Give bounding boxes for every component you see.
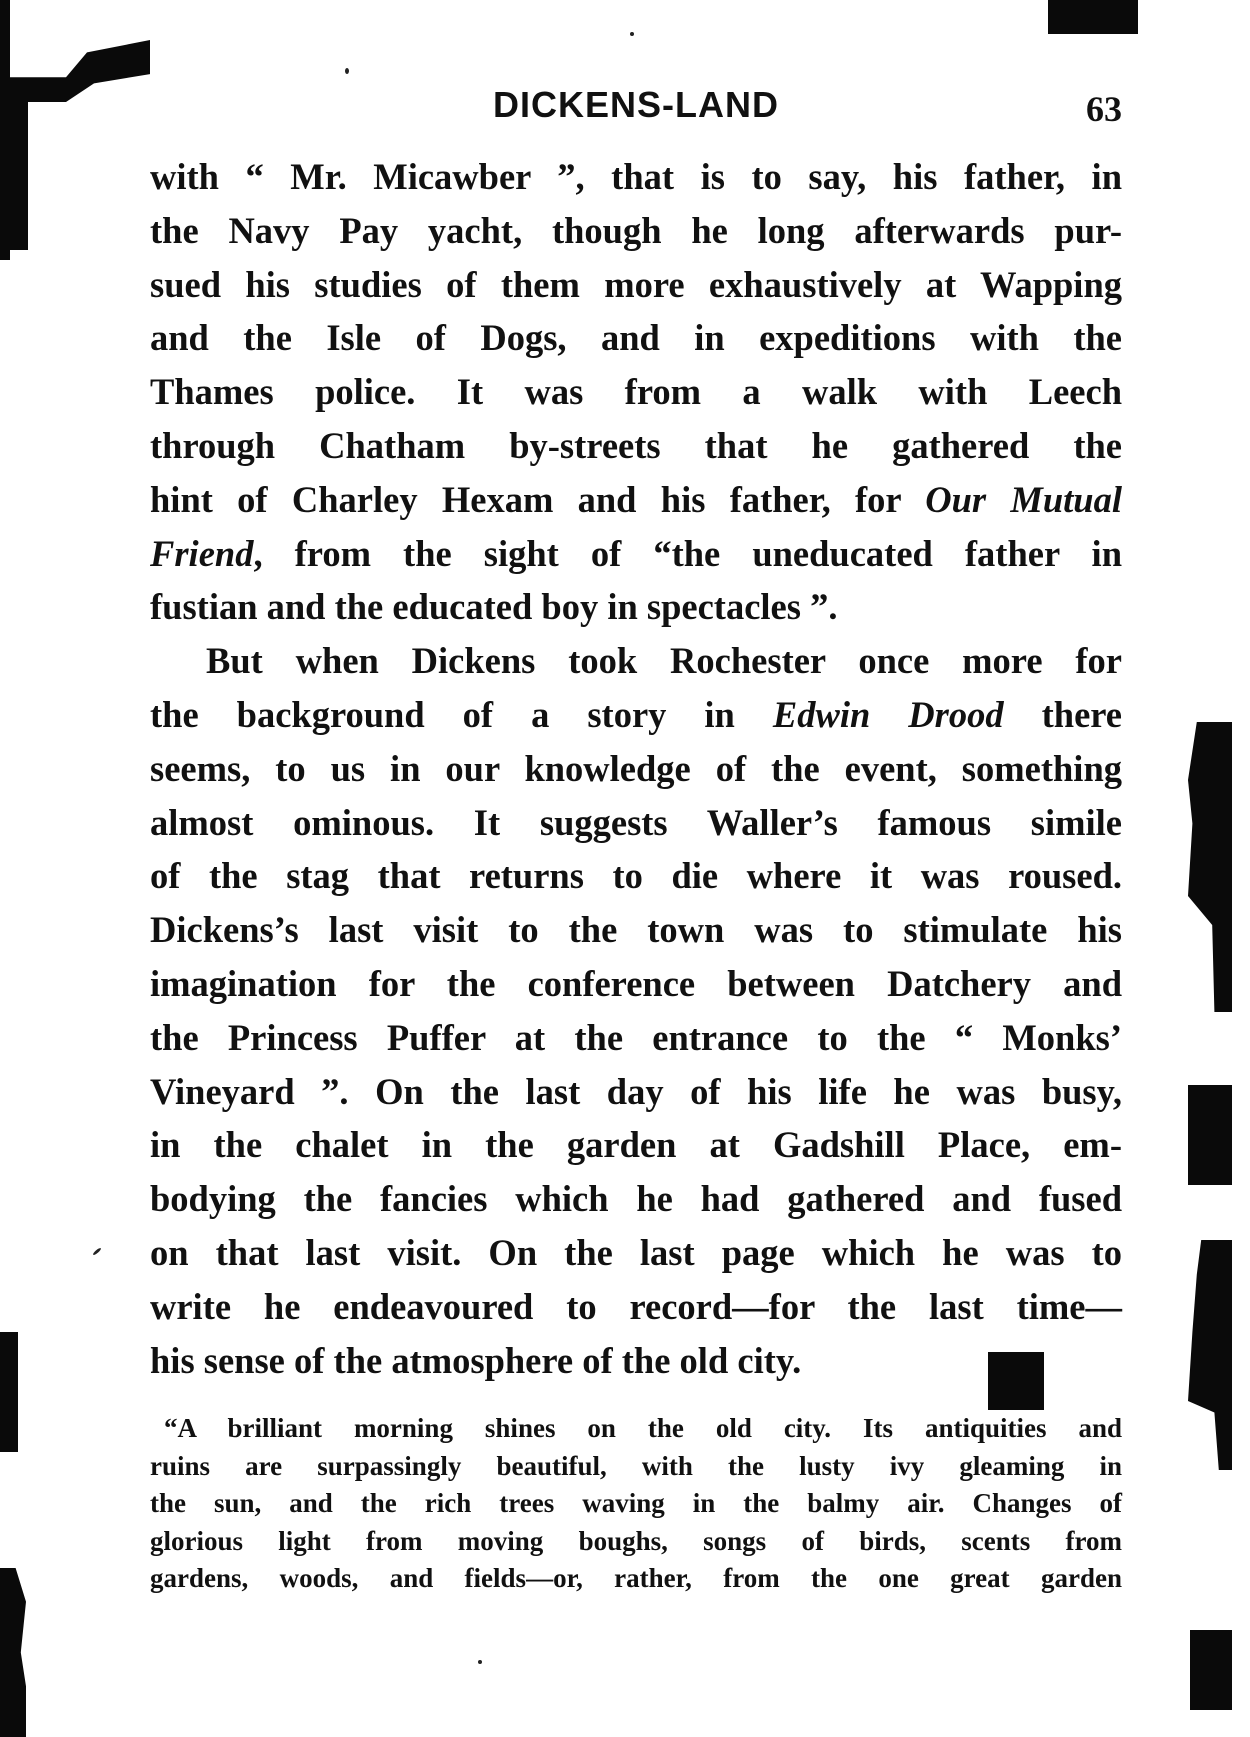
text-line: Vineyard ”. On the last day of his life he was busy, (150, 1070, 1122, 1112)
text-line: in the chalet in the garden at Gadshill Place, em- (150, 1124, 1122, 1166)
text-line: through Chatham by-streets that he gathered the (150, 424, 1122, 466)
scan-artifact-top-left (0, 0, 10, 260)
text-line: write he endeavoured to record—for the last time— (150, 1285, 1122, 1327)
text-line: sued his studies of them more exhaustively at Wapping (150, 263, 1122, 305)
scan-artifact-right-2 (1188, 1085, 1232, 1185)
scan-artifact-left-edge (10, 100, 28, 250)
body-text (150, 150, 1122, 1387)
text-line: of the stag that returns to die where it was roused. (150, 855, 1122, 897)
running-head (150, 84, 1122, 134)
text-line: seems, to us in our knowledge of the event, something (150, 747, 1122, 789)
text-line: imagination for the conference between Datchery and (150, 962, 1122, 1004)
scan-speck (630, 32, 634, 36)
text-run: , from the sight of “the uneducated father in (253, 532, 1122, 574)
quote-line: “A brilliant morning shines on the old city. Its antiquities and (164, 1413, 1122, 1443)
text-line: on that last visit. On the last page which he was to (150, 1231, 1122, 1273)
text-line: with “ Mr. Micawber ”, that is to say, his father, in (150, 156, 1122, 197)
scan-artifact-top-left-corner (10, 40, 150, 102)
text-run: the background of a story in (150, 693, 735, 735)
scan-speck (478, 1660, 482, 1664)
book-title-italic: Friend (150, 532, 254, 574)
text-line: the Princess Puffer at the entrance to the “ Monks’ (150, 1016, 1122, 1058)
book-title-italic: Our Mutual (925, 478, 1122, 520)
text-line: the Navy Pay yacht, though he long afterwards pur- (150, 209, 1122, 251)
book-title-italic: Edwin Drood (772, 693, 1004, 735)
quote-line: ruins are surpassingly beautiful, with the lusty ivy gleaming in (150, 1450, 1122, 1481)
text-line: fustian and the educated boy in spectacles ”. (150, 586, 838, 628)
text-line: Dickens’s last visit to the town was to stimulate his (150, 909, 1122, 951)
scan-artifact-left-1 (0, 1332, 18, 1452)
text-run: there (1041, 693, 1123, 735)
text-line: bodying the fancies which he had gathered and fused (150, 1178, 1122, 1220)
text-line (150, 688, 1122, 742)
text-line: and the Isle of Dogs, and in expeditions with the (150, 317, 1122, 359)
text-line: almost ominous. It suggests Waller’s famous simile (150, 801, 1122, 843)
text-line: Thames police. It was from a walk with Leech (150, 371, 1122, 413)
text-line: But when Dickens took Rochester once more for (206, 640, 1122, 682)
page-number: 63 (1086, 89, 1122, 129)
scan-artifact-right-4 (1190, 1630, 1232, 1710)
scan-speck (92, 1247, 102, 1256)
text-line (150, 473, 1122, 527)
scan-artifact-right-1 (1188, 722, 1232, 1012)
scan-speck (345, 68, 349, 74)
text-line (150, 527, 1122, 581)
scan-artifact-left-2 (0, 1568, 26, 1737)
text-line: his sense of the atmosphere of the old city. (150, 1339, 802, 1381)
running-title: DICKENS-LAND (493, 84, 779, 125)
text-run: hint of Charley Hexam and his father, for (150, 478, 901, 520)
quote-line: gardens, woods, and fields—or, rather, from the one great garden (150, 1563, 1122, 1594)
block-quote (150, 1410, 1122, 1598)
scan-artifact-top-right (1048, 0, 1138, 34)
quote-line: glorious light from moving boughs, songs of birds, scents from (150, 1525, 1122, 1556)
quote-line: the sun, and the rich trees waving in the balmy air. Changes of (150, 1488, 1122, 1519)
scan-artifact-right-3 (1188, 1240, 1232, 1470)
